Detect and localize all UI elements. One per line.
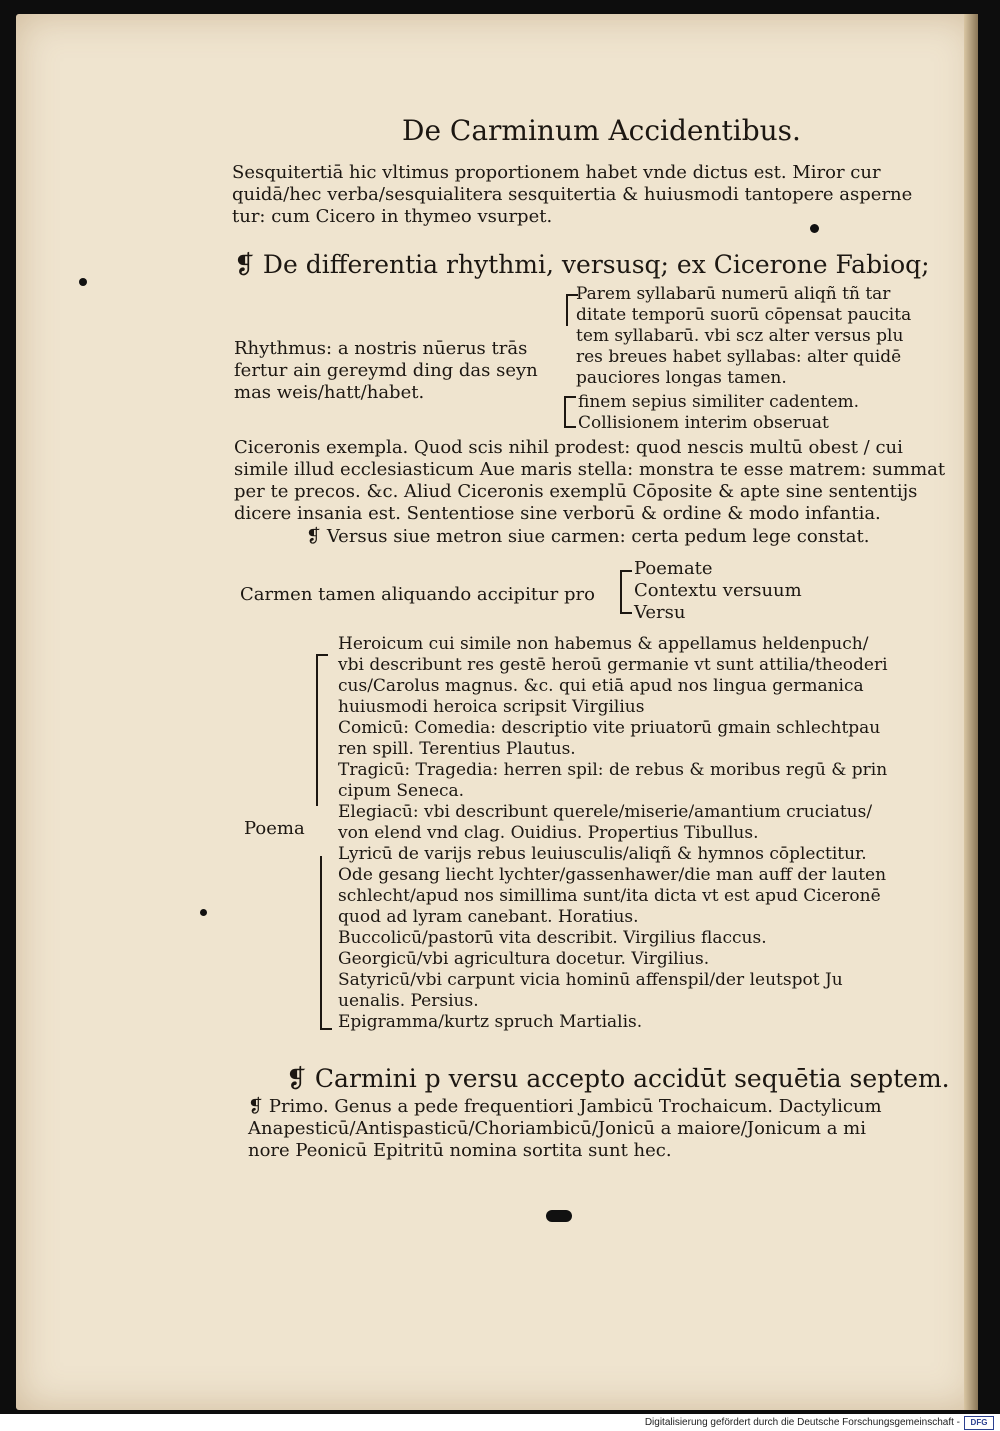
ink-speck [79, 278, 87, 286]
primo-paragraph [248, 1096, 948, 1162]
primo-line: Anapesticū/Antispasticū/Choriambicū/Jonicū a maiore/Jonicum a mi [248, 1118, 866, 1139]
carmen-option: Poemate [634, 558, 713, 579]
cicero-line: Ciceronis exempla. Quod scis nihil prodest: quod nescis multū obest / cui [234, 437, 903, 458]
brace-poema-lower [320, 856, 332, 1030]
brace-poema-upper [316, 654, 328, 806]
poema-item: Heroicum cui simile non habemus & appellamus heldenpuch/ [338, 634, 869, 654]
ink-speck [200, 909, 207, 916]
poema-item: quod ad lyram canebant. Horatius. [338, 907, 639, 927]
rhythmus-line: mas weis/hatt/habet. [234, 382, 425, 403]
poema-item: cipum Seneca. [338, 781, 465, 801]
poema-item: Lyricū de varijs rebus leuiusculis/aliqñ & hymnos cōplectitur. [338, 844, 867, 864]
poema-item: Comicū: Comedia: descriptio vite priuatorū gmain schlechtpau [338, 718, 881, 738]
poema-item: Georgicū/vbi agricultura docetur. Virgilius. [338, 949, 710, 969]
rhythmus-line: fertur ain gereymd ding das seyn [234, 360, 538, 381]
footer-bar [0, 1414, 1000, 1431]
pilcrow-icon: ❡ [248, 1096, 264, 1117]
section-heading-text: Carmini p versu accepto accidūt sequētia septem. [314, 1064, 950, 1093]
poema-item: Ode gesang liecht lychter/gassenhawer/die man auff der lauten [338, 865, 887, 885]
funding-notice: Digitalisierung gefördert durch die Deutsche Forschungsgemeinschaft - [644, 1417, 960, 1428]
section-heading-text: De differentia rhythmi, versusq; ex Cicerone Fabioq; [262, 250, 930, 279]
primo-text: Primo. Genus a pede frequentiori Jambicū Trochaicum. Dactylicum [268, 1096, 882, 1117]
poema-item: vbi describunt res gestē heroū germanie vt sunt attilia/theoderi [338, 655, 888, 675]
rhythmus-expl-line: pauciores longas tamen. [576, 368, 787, 388]
primo-line [248, 1096, 948, 1118]
page-spine-edge [964, 14, 978, 1410]
poema-item: Tragicū: Tragedia: herren spil: de rebus & moribus regū & prin [338, 760, 888, 780]
page-title: De Carminum Accidentibus. [402, 114, 801, 147]
versus-text: Versus siue metron siue carmen: certa pedum lege constat. [326, 526, 870, 547]
carmen-option: Contextu versuum [634, 580, 802, 601]
rhythmus-expl-line: tem syllabarū. vbi scz alter versus plu [576, 326, 904, 346]
poema-label: Poema [244, 818, 305, 839]
brace-rhythmus-bottom [564, 396, 576, 428]
cicero-line: per te precos. &c. Aliud Ciceronis exemplū Cōposite & apte sine sententijs [234, 481, 918, 502]
cicero-examples [234, 437, 954, 525]
pilcrow-icon: ❡ [234, 250, 255, 279]
pilcrow-icon: ❡ [306, 526, 322, 547]
rhythmus-features [578, 392, 938, 434]
cicero-line: dicere insania est. Sententiose sine verborū & ordine & modo infantia. [234, 503, 881, 524]
poema-item: von elend vnd clag. Ouidius. Propertius Tibullus. [338, 823, 759, 843]
dfg-logo: DFG [964, 1416, 994, 1430]
rhythmus-line: Rhythmus: a nostris nūerus trās [234, 338, 528, 359]
rhythmus-explanation [576, 284, 946, 389]
carmen-label: Carmen tamen aliquando accipitur pro [240, 584, 595, 605]
ink-blot [546, 1210, 572, 1222]
intro-paragraph [232, 162, 952, 228]
poema-item: schlecht/apud nos simillima sunt/ita dicta vt est apud Ciceronē [338, 886, 881, 906]
poema-item: huiusmodi heroica scripsit Virgilius [338, 697, 645, 717]
carmen-option: Versu [634, 602, 686, 623]
poema-item: cus/Carolus magnus. &c. qui etiā apud nos lingua germanica [338, 676, 864, 696]
book-page [16, 14, 978, 1410]
poema-item: ren spill. Terentius Plautus. [338, 739, 576, 759]
poema-genres [338, 634, 958, 1033]
primo-line: nore Peonicū Epitritū nomina sortita sunt hec. [248, 1140, 672, 1161]
poema-item: Satyricū/vbi carpunt vicia hominū affenspil/der leutspot Ju [338, 970, 843, 990]
intro-line: tur: cum Cicero in thymeo vsurpet. [232, 206, 553, 227]
cicero-line: simile illud ecclesiasticum Aue maris stella: monstra te esse matrem: summat [234, 459, 946, 480]
poema-item: uenalis. Persius. [338, 991, 479, 1011]
rhythmus-expl-line: res breues habet syllabas: alter quidē [576, 347, 902, 367]
versus-line [306, 526, 869, 548]
carmen-options [634, 558, 894, 624]
rhythmus-feature-line: finem sepius similiter cadentem. [578, 392, 860, 412]
brace-carmen [620, 570, 632, 614]
intro-line: quidā/hec verba/sesquialitera sesquitertia & huiusmodi tantopere asperne [232, 184, 913, 205]
poema-item: Buccolicū/pastorū vita describit. Virgilius flaccus. [338, 928, 767, 948]
poema-item: Epigramma/kurtz spruch Martialis. [338, 1012, 643, 1032]
section-heading-differentia [234, 250, 930, 279]
pilcrow-icon: ❡ [286, 1064, 307, 1093]
rhythmus-definition [234, 338, 564, 404]
rhythmus-feature-line: Collisionem interim obseruat [578, 413, 829, 433]
section-heading-carmini [286, 1064, 950, 1093]
poema-item: Elegiacū: vbi describunt querele/miserie/amantium cruciatus/ [338, 802, 873, 822]
rhythmus-expl-line: Parem syllabarū numerū aliqñ tñ tar [576, 284, 891, 304]
intro-line: Sesquitertiā hic vltimus proportionem habet vnde dictus est. Miror cur [232, 162, 881, 183]
rhythmus-expl-line: ditate temporū suorū cōpensat paucita [576, 305, 912, 325]
